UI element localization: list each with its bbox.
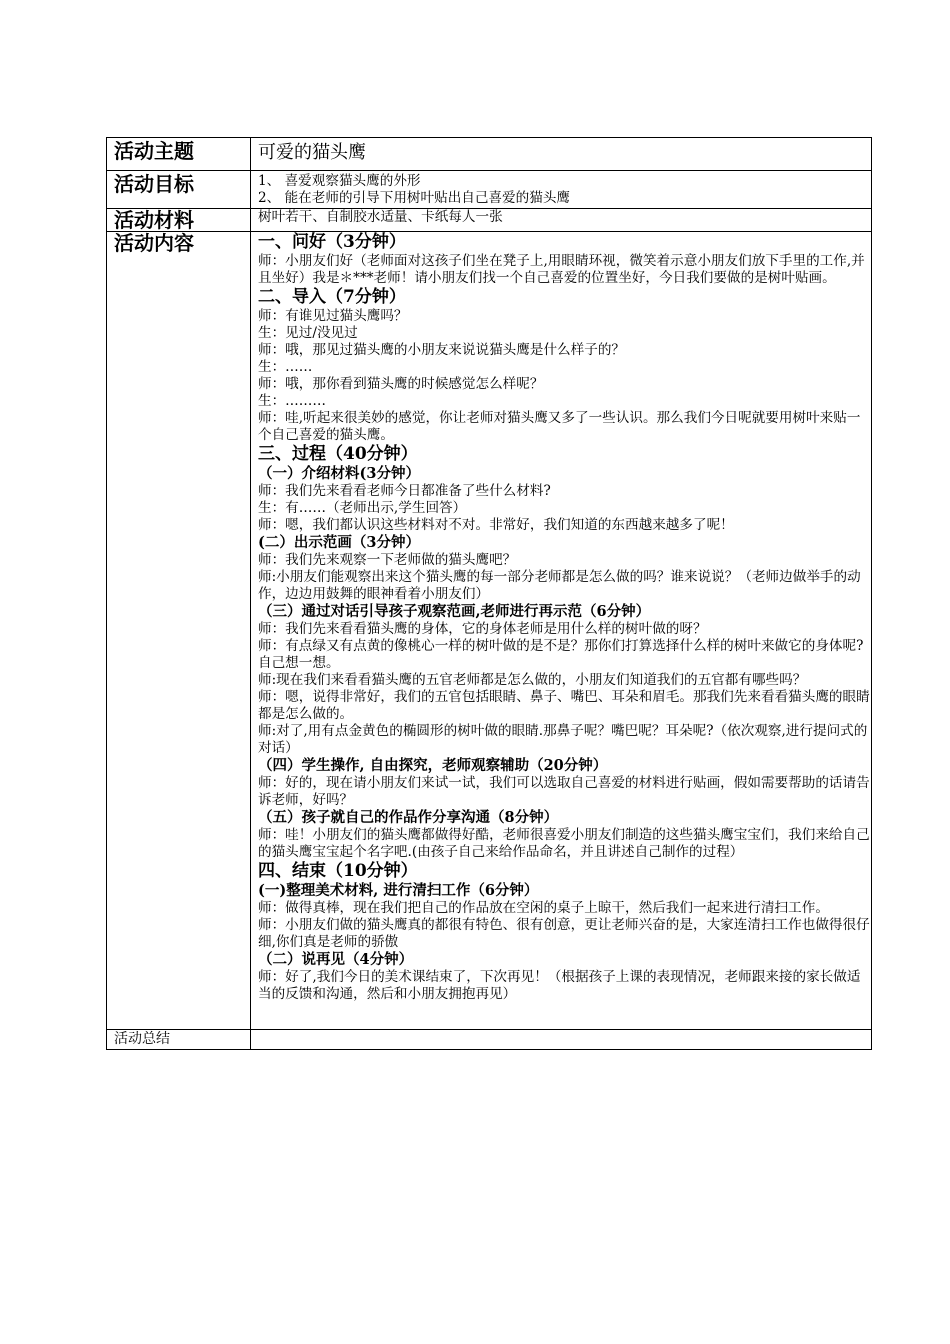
content-label: 活动内容 — [107, 232, 251, 1030]
theme-cell — [251, 138, 872, 171]
goals-row — [107, 171, 872, 209]
goals-cell — [251, 171, 872, 209]
subsection-heading: （四）学生操作, 自由探究，老师观察辅助（20分钟） — [258, 757, 608, 774]
content-paragraph: 师:小朋友们能观察出来这个猫头鹰的每一部分老师都是怎么做的吗？谁来说说？（老师边做举手的动作，边边用鼓舞的眼神看着小朋友们） — [258, 569, 861, 602]
theme-label: 活动主题 — [107, 138, 251, 171]
goal-item: 1、 喜爱观察猫头鹰的外形 — [258, 173, 421, 189]
goals-label: 活动目标 — [107, 171, 251, 209]
materials-value: 树叶若干、自制胶水适量、卡纸每人一张 — [258, 209, 503, 225]
materials-row — [107, 209, 872, 232]
section-heading: 一、问好（3分钟） — [258, 232, 406, 252]
summary-row — [107, 1030, 872, 1050]
content-paragraph: 生：…… — [258, 359, 313, 375]
content-paragraph: 师：嗯，我们都认识这些材料对不对。非常好，我们知道的东西越来越多了呢！ — [258, 517, 734, 533]
content-paragraph: 师：嗯，说得非常好，我们的五官包括眼睛、鼻子、嘴巴、耳朵和眉毛。那我们先来看看猫头鹰的眼睛都是怎么做的。 — [258, 689, 870, 722]
content-paragraph: 师：好了,我们今日的美术课结束了，下次再见！（根据孩子上课的表现情况，老师跟来接的家长做适当的反馈和沟通，然后和小朋友拥抱再见） — [258, 969, 861, 1002]
content-paragraph: 师：哦，那你看到猫头鹰的时候感觉怎么样呢？ — [258, 376, 544, 392]
content-paragraph: 师：哦，那见过猫头鹰的小朋友来说说猫头鹰是什么样子的？ — [258, 342, 626, 358]
goal-item: 2、 能在老师的引导下用树叶贴出自己喜爱的猫头鹰 — [258, 190, 571, 206]
subsection-heading: (二）出示范画（3分钟） — [258, 534, 420, 551]
content-paragraph: 师：我们先来观察一下老师做的猫头鹰吧？ — [258, 552, 517, 568]
content-paragraph: 师：我们先来看看猫头鹰的身体，它的身体老师是用什么样的树叶做的呀？ — [258, 621, 707, 637]
content-row — [107, 232, 872, 1030]
content-paragraph: 师：小朋友们做的猫头鹰真的都很有特色、很有创意，更让老师兴奋的是，大家连清扫工作也做得很仔细,你们真是老师的骄傲 — [258, 917, 870, 950]
content-paragraph: 师：小朋友们好（老师面对这孩子们坐在凳子上,用眼睛环视，微笑着示意小朋友们放下手里的工作,并且坐好）我是＊***老师！请小朋友们找一个自己喜爱的位置坐好，今日我们要做的是树叶贴画。 — [258, 253, 865, 286]
subsection-heading: （一）介绍材料(3分钟） — [258, 465, 420, 482]
section-heading: 四、结束（10分钟） — [258, 861, 418, 881]
subsection-heading: (一)整理美术材料, 进行清扫工作（6分钟） — [258, 882, 539, 899]
content-paragraph: 师：好的，现在请小朋友们来试一试，我们可以选取自己喜爱的材料进行贴画，假如需要帮助的话请告诉老师，好吗？ — [258, 775, 870, 808]
content-paragraph: 师：哇,听起来很美妙的感觉，你让老师对猫头鹰又多了一些认识。那么我们今日呢就要用树叶来贴一个自己喜爱的猫头鹰。 — [258, 410, 861, 443]
content-paragraph: 生：见过/没见过 — [258, 325, 358, 341]
content-paragraph: 师:现在我们来看看猫头鹰的五官老师都是怎么做的，小朋友们知道我们的五官都有哪些吗？ — [258, 672, 807, 688]
content-paragraph: 生：……… — [258, 393, 326, 409]
content-paragraph: 生：有……（老师出示,学生回答） — [258, 500, 467, 516]
materials-cell — [251, 209, 872, 232]
content-cell — [251, 232, 872, 1030]
summary-cell — [251, 1030, 872, 1050]
summary-label: 活动总结 — [107, 1030, 251, 1050]
content-paragraph: 师：做得真棒，现在我们把自己的作品放在空闲的桌子上晾干，然后我们一起来进行清扫工作。 — [258, 900, 829, 916]
materials-label: 活动材料 — [107, 209, 251, 232]
subsection-heading: （五）孩子就自己的作品作分享沟通（8分钟） — [258, 809, 559, 826]
lesson-plan-table — [106, 137, 872, 1050]
subsection-heading: （二）说再见（4分钟） — [258, 951, 414, 968]
content-paragraph: 师：有点绿又有点黄的像桃心一样的树叶做的是不是？那你们打算选择什么样的树叶来做它的身体呢?自己想一想。 — [258, 638, 864, 671]
content-body — [258, 232, 871, 1003]
theme-row — [107, 138, 872, 171]
content-paragraph: 师：哇！小朋友们的猫头鹰都做得好酷，老师很喜爱小朋友们制造的这些猫头鹰宝宝们，我们来给自己的猫头鹰宝宝起个名字吧.(由孩子自己来给作品命名，并且讲述自己制作的过程） — [258, 827, 870, 860]
theme-value: 可爱的猫头鹰 — [258, 142, 366, 163]
content-paragraph: 师：我们先来看看老师今日都准备了些什么材料? — [258, 483, 551, 499]
content-paragraph: 师：有谁见过猫头鹰吗？ — [258, 308, 408, 324]
content-paragraph: 师:对了,用有点金黄色的椭圆形的树叶做的眼睛.那鼻子呢？嘴巴呢？耳朵呢?（依次观察,进行提问式的对话） — [258, 723, 868, 756]
section-heading: 三、过程（40分钟） — [258, 444, 418, 464]
section-heading: 二、导入（7分钟） — [258, 287, 406, 307]
subsection-heading: （三）通过对话引导孩子观察范画,老师进行再示范（6分钟） — [258, 603, 651, 620]
